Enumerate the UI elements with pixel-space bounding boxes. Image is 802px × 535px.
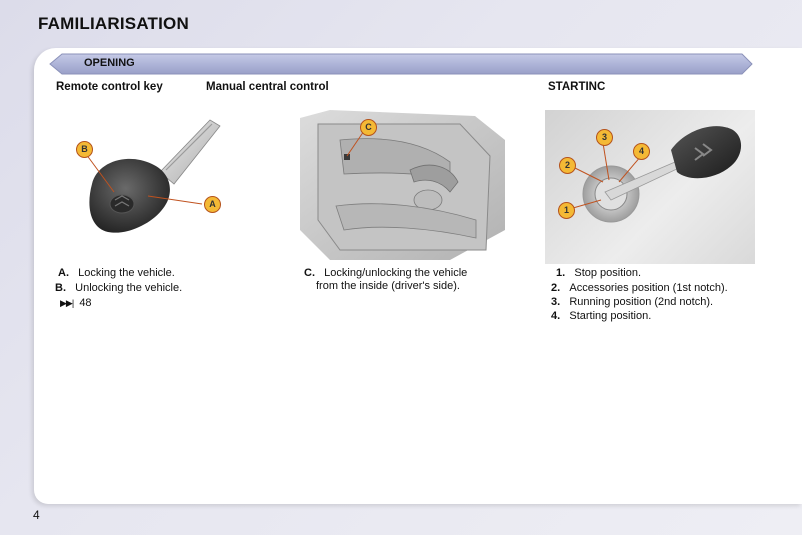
item-text: Locking the vehicle. (78, 267, 175, 279)
manual-item-c-line2: from the inside (driver's side). (316, 280, 460, 292)
item-text: Stop position. (574, 267, 642, 279)
item-number: 4. (551, 310, 561, 322)
reference-page-number: 48 (79, 297, 92, 309)
item-text-line1: Locking/unlocking the vehicle (324, 267, 468, 279)
fast-forward-icon: ▶▶| (60, 298, 74, 308)
callout-1: 1 (558, 202, 575, 219)
door-control-image (300, 110, 505, 260)
remote-item-a (58, 267, 175, 279)
page-number: 4 (33, 508, 40, 522)
remote-item-b (55, 282, 182, 294)
manual-central-control-title: Manual central control (206, 81, 329, 93)
remote-control-key-title: Remote control key (56, 81, 163, 93)
starting-item-2 (551, 282, 728, 294)
callout-b: B (76, 141, 93, 158)
item-text: Unlocking the vehicle. (75, 282, 183, 294)
item-number: 1. (556, 267, 566, 279)
item-text: Starting position. (569, 310, 652, 322)
starting-item-4 (551, 310, 651, 322)
item-text: Running position (2nd notch). (569, 296, 714, 308)
manual-item-c (304, 267, 467, 279)
item-number: 3. (551, 296, 561, 308)
ignition-image (545, 110, 755, 264)
starting-title: STARTINC (548, 81, 606, 93)
callout-3: 3 (596, 129, 613, 146)
item-text: Accessories position (1st notch). (569, 282, 728, 294)
section-tab-band (48, 53, 754, 75)
item-letter: B. (55, 282, 66, 294)
starting-item-3 (551, 296, 713, 308)
item-number: 2. (551, 282, 561, 294)
callout-a: A (204, 196, 221, 213)
callout-4: 4 (633, 143, 650, 160)
section-tab-label: OPENING (84, 57, 135, 69)
item-letter: C. (304, 267, 315, 279)
callout-c: C (360, 119, 377, 136)
starting-item-1 (556, 267, 641, 279)
callout-2: 2 (559, 157, 576, 174)
page-reference[interactable] (60, 297, 92, 309)
page-title: FAMILIARISATION (38, 14, 189, 33)
remote-key-image (62, 112, 237, 252)
item-letter: A. (58, 267, 69, 279)
